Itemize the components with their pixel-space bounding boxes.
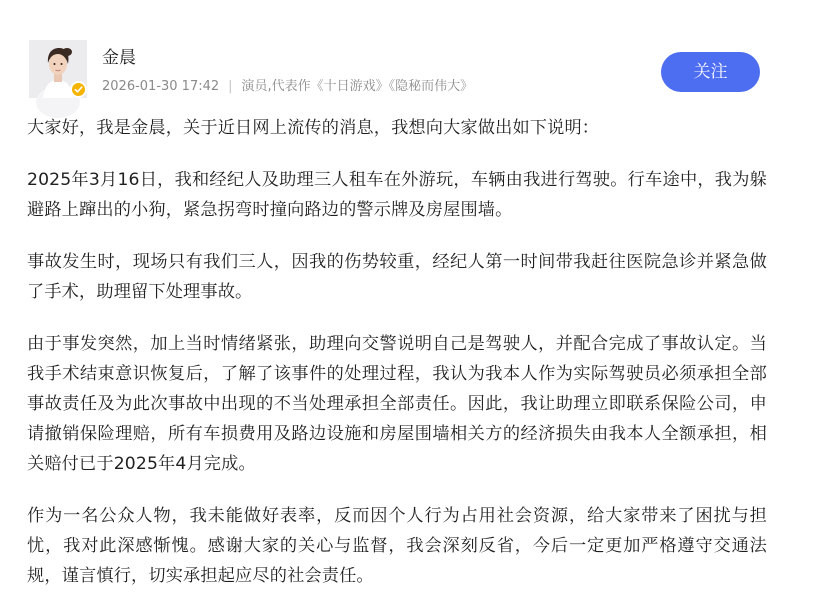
post-meta: [102, 78, 473, 96]
meta-separator: |: [228, 79, 233, 94]
verified-badge-icon: [70, 81, 87, 98]
post-paragraph: 事故发生时，现场只有我们三人，因我的伤势较重，经纪人第一时间带我赶往医院急诊并紧急做了手术，助理留下处理事故。: [27, 252, 767, 302]
post-paragraph: 作为一名公众人物，我未能做好表率，反而因个人行为占用社会资源，给大家带来了困扰与担忧，我对此深感惭愧。感谢大家的关心与监督，我会深刻反省，今后一定更加严格遵守交通法规，谨言慎行，切实承担起应尽的社会责任。: [27, 506, 767, 586]
post-paragraph: 2025年3月16日，我和经纪人及助理三人租车在外游玩，车辆由我进行驾驶。行车途中，我为躲避路上蹿出的小狗，紧急拐弯时撞向路边的警示牌及房屋围墙。: [27, 170, 767, 220]
author-name[interactable]: 金晨: [102, 48, 136, 68]
post-paragraph: 大家好，我是金晨，关于近日网上流传的消息，我想向大家做出如下说明：: [27, 118, 600, 138]
post-paragraph: 由于事发突然，加上当时情绪紧张，助理向交警说明自己是驾驶人，并配合完成了事故认定。当我手术结束意识恢复后，了解了该事件的处理过程，我认为我本人作为实际驾驶员必须承担全部事故责任及为此次事故中出现的不当处理承担全部责任。因此，我让助理立即联系保险公司，申请撤销保险理赔，所有车损费用及路边设施和房屋围墙相关方的经济损失由我本人全额承担，相关赔付已于2025年4月完成。: [27, 334, 767, 474]
author-description: 演员,代表作《十日游戏》《隐秘而伟大》: [241, 79, 474, 94]
follow-button[interactable]: 关注: [661, 52, 760, 92]
post-header: [0, 0, 821, 108]
post-body: [27, 113, 767, 613]
post-timestamp[interactable]: 2026-01-30 17:42: [102, 79, 220, 94]
